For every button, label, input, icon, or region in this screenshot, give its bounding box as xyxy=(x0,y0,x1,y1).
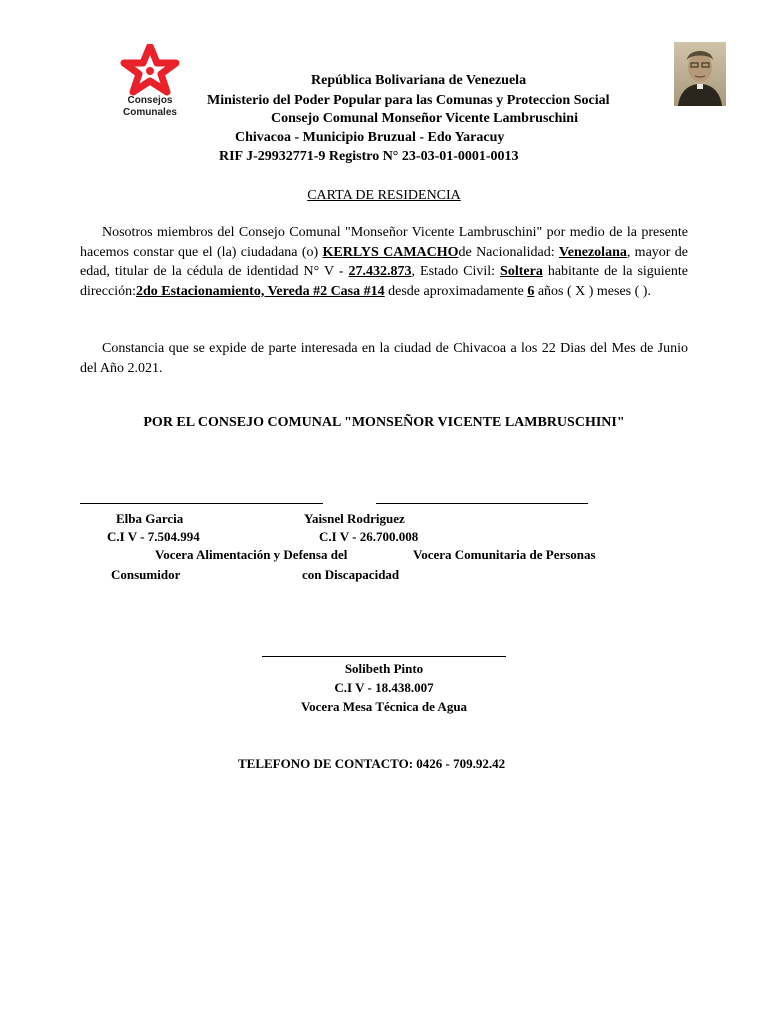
citizen-name: KERLYS CAMACHO xyxy=(322,244,459,260)
signature-line-2 xyxy=(376,503,588,504)
p1-text-e: habitante de la siguiente dirección: xyxy=(80,264,688,299)
body-paragraph-2: Constancia que se expide de parte interesada en la ciudad de Chivacoa a los 22 Dias del Mes de Junio del Año 2.021. xyxy=(80,341,688,376)
p1-text-a: Nosotros miembros del Consejo Comunal "Monseñor Vicente Lambruschini" por medio de la presente hacemos constar que el (la) ciudadana (o) xyxy=(80,225,688,260)
signer2-name: Yaisnel Rodriguez xyxy=(304,511,405,526)
signer2-ci: C.I V - 26.700.008 xyxy=(319,529,419,544)
p1-text-d: , Estado Civil: xyxy=(411,264,501,279)
signature-line-3 xyxy=(262,656,506,657)
contact-phone: TELEFONO DE CONTACTO: 0426 - 709.92.42 xyxy=(238,756,506,771)
red-star-icon xyxy=(120,44,180,96)
body-paragraph-1 xyxy=(80,223,688,301)
council-heading: POR EL CONSEJO COMUNAL "MONSEÑOR VICENTE LAMBRUSCHINI" xyxy=(143,415,625,430)
header-line1: República Bolivariana de Venezuela xyxy=(311,73,527,88)
address: 2do Estacionamiento, Vereda #2 Casa #14 xyxy=(135,283,385,299)
nationality: Venezolana xyxy=(558,244,627,260)
years-count: 6 xyxy=(527,283,535,299)
p1-text-f: desde aproximadamente xyxy=(384,283,528,299)
document-title: CARTA DE RESIDENCIA xyxy=(307,188,461,203)
header-line5: RIF J-29932771-9 Registro N° 23-03-01-0001-0013 xyxy=(219,149,519,164)
signer2-role-line2: con Discapacidad xyxy=(302,567,400,582)
logo-text-line1: Consejos xyxy=(127,95,173,106)
header-line2: Ministerio del Poder Popular para las Comunas y Proteccion Social xyxy=(207,93,610,108)
signer1-ci: C.I V - 7.504.994 xyxy=(107,529,200,544)
signer3-ci: C.I V - 18.438.007 xyxy=(334,680,434,695)
portrait-photo xyxy=(674,42,726,106)
signer3-role: Vocera Mesa Técnica de Agua xyxy=(300,699,468,714)
cedula-number: 27.432.873 xyxy=(348,264,412,279)
signer3-name: Solibeth Pinto xyxy=(344,661,424,676)
signer2-role-line1: Vocera Comunitaria de Personas xyxy=(413,547,596,562)
consejos-comunales-logo xyxy=(112,44,192,124)
signer1-name: Elba Garcia xyxy=(116,511,184,526)
logo-text-line2: Comunales xyxy=(123,107,177,118)
p1-text-c: , mayor de edad, titular de la cédula de identidad N° V - xyxy=(80,244,688,279)
p1-text-b: de Nacionalidad: xyxy=(458,244,559,260)
signer1-role-line1: Vocera Alimentación y Defensa del xyxy=(155,547,348,562)
civil-status: Soltera xyxy=(500,264,543,279)
header-line3: Consejo Comunal Monseñor Vicente Lambruschini xyxy=(271,111,578,126)
logo-text xyxy=(112,95,188,119)
signer1-role-line2: Consumidor xyxy=(111,567,181,582)
p1-text-g: años ( X ) meses ( ). xyxy=(534,283,651,299)
header-line4: Chivacoa - Municipio Bruzual - Edo Yaracuy xyxy=(235,130,505,145)
signature-line-1 xyxy=(80,503,323,504)
